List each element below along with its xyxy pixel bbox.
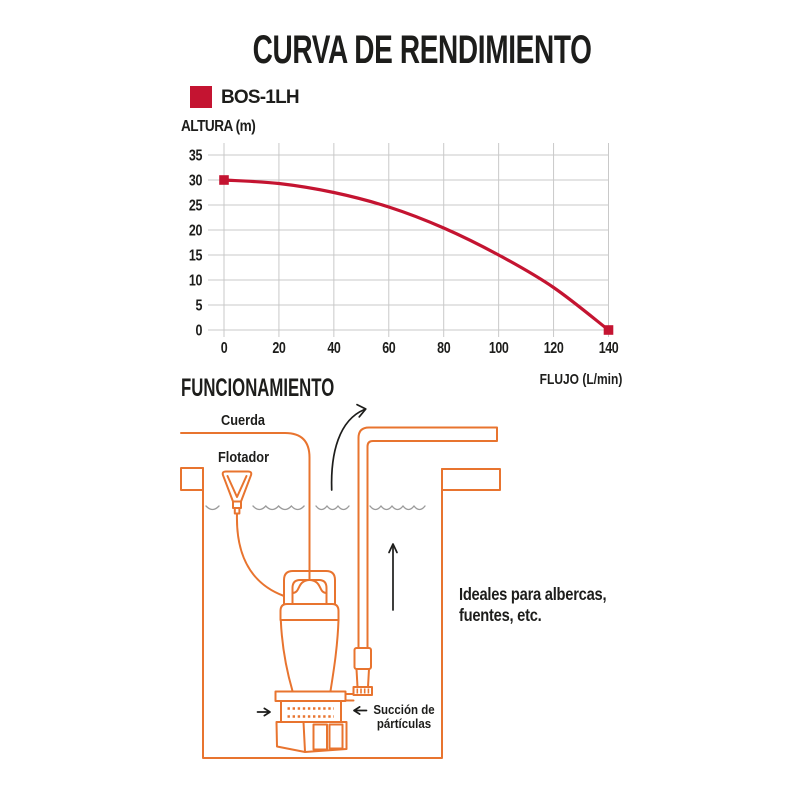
pump-handle-inner [293,580,327,604]
x-tick-label: 80 [437,339,451,358]
legend-series-label: BOS-1LH [221,87,299,108]
performance-chart [189,143,619,357]
power-cable [237,514,284,597]
pump-cap [293,580,327,593]
y-tick-label: 0 [195,322,202,340]
float-shape [223,472,252,514]
float-label: Flotador [218,450,270,466]
x-tick-label: 140 [598,339,619,358]
base-window-left [314,725,328,750]
page-title-text: CURVA DE RENDIMIENTO [252,28,592,72]
y-tick-label: 20 [188,222,202,240]
suction-label: Succión de pártículas [373,703,435,731]
y-axis-title: ALTURA (m) [181,118,256,135]
rope-label: Cuerda [221,413,265,429]
y-tick-label: 35 [188,147,202,165]
x-tick-label: 120 [543,339,564,358]
ideal-uses-text: Ideales para albercas, fuentes, etc. [459,584,607,625]
pump-tapered-body [281,620,339,691]
strainer-box [281,701,341,722]
curve-endpoint-marker [219,175,229,185]
x-tick-label: 0 [220,339,228,358]
suction-arrow-right [354,707,367,714]
pump-body [276,571,347,752]
pipe-thread-block [354,687,373,695]
tank-right-flange [442,469,500,490]
tank-left-flange [181,468,203,490]
y-tick-label: 10 [188,272,202,290]
strainer-dots [288,709,335,717]
x-tick-label: 20 [272,339,286,358]
flow-out-arrow [332,405,366,490]
y-tick-label: 30 [188,172,202,190]
section-heading: FUNCIONAMIENTO [181,374,335,402]
suction-arrow-left [258,708,271,715]
pump-upper-body [281,604,339,620]
strainer-plate [276,692,346,702]
y-tick-label: 5 [195,297,202,315]
x-axis-title: FLUJO (L/min) [539,371,622,388]
x-tick-label: 100 [488,339,509,358]
pipe-coupling [355,648,372,669]
flow-up-arrow [389,544,397,610]
x-tick-label: 40 [327,339,341,358]
pipe-reducer [357,669,370,687]
y-tick-label: 15 [188,247,202,265]
base-window-right [330,725,343,749]
pipe-outlet-stub [346,694,354,701]
curve-endpoint-marker [604,325,614,335]
y-tick-label: 25 [188,197,202,215]
x-tick-label: 60 [382,339,396,358]
